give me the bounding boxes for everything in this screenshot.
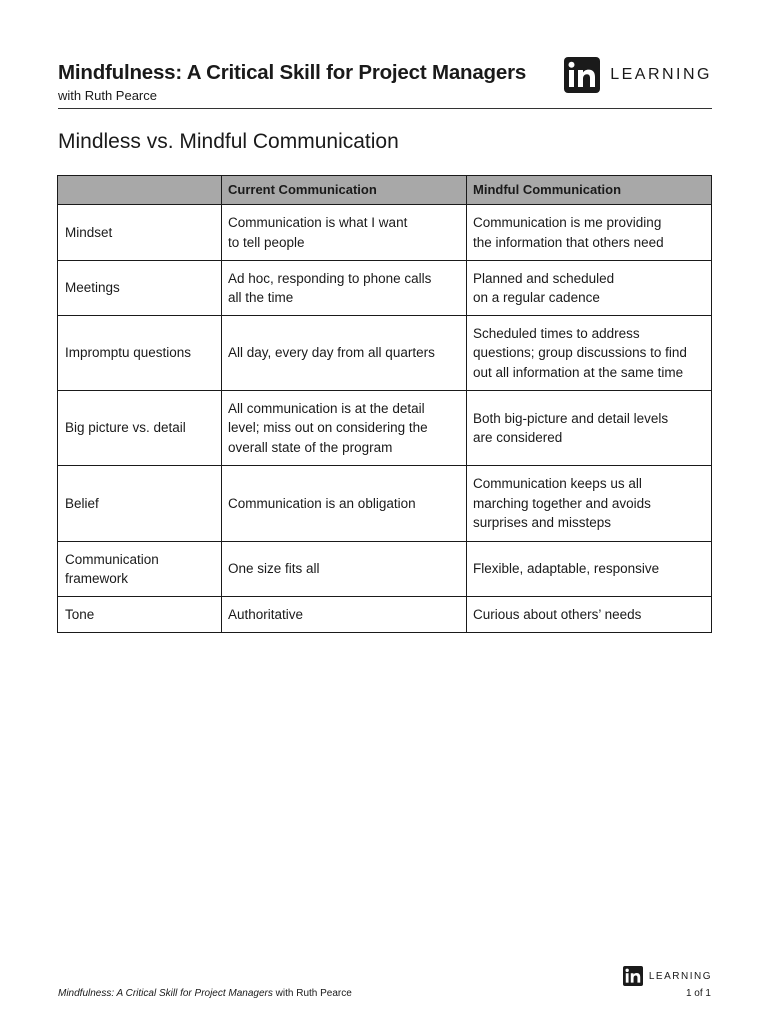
- current-cell: [222, 261, 467, 316]
- linkedin-learning-logo: [564, 57, 712, 93]
- cell-line: to tell people: [228, 234, 305, 250]
- cell-line: level; miss out on considering the: [228, 420, 428, 436]
- page-number: 1 of 1: [685, 988, 711, 999]
- mindful-cell: [467, 205, 712, 261]
- cell-line: All communication is at the detail: [228, 400, 425, 416]
- linkedin-in-icon: [623, 966, 643, 986]
- cell-line: Planned and scheduled: [473, 270, 615, 286]
- cell-line: Both big-picture and detail levels: [473, 410, 669, 426]
- table-row: [58, 542, 712, 597]
- table-row: [58, 316, 712, 391]
- current-cell: [222, 542, 467, 597]
- mindful-cell: [467, 316, 712, 391]
- row-label: Tone: [58, 597, 222, 633]
- cell-line: Communication is what I want: [228, 215, 408, 230]
- table-row: [58, 466, 712, 542]
- row-label-line: framework: [65, 571, 129, 586]
- cell-line: all the time: [228, 290, 294, 305]
- cell-line: Ad hoc, responding to phone calls: [228, 270, 432, 286]
- comparison-table: [57, 175, 712, 633]
- row-label: Meetings: [58, 261, 222, 316]
- mindful-cell: [467, 466, 712, 542]
- current-cell: [222, 205, 467, 261]
- cell-line: One size fits all: [228, 561, 320, 577]
- header-divider: [58, 108, 712, 109]
- cell-line: Communication keeps us all: [473, 476, 642, 492]
- current-cell: [222, 391, 467, 466]
- footer-brand-text: LEARNING: [648, 970, 712, 982]
- mindful-cell: [467, 542, 712, 597]
- cell-line: Communication is me providing: [473, 215, 662, 230]
- cell-line: overall state of the program: [228, 439, 393, 455]
- cell-line: All day, every day from all quarters: [228, 345, 435, 361]
- course-title: Mindfulness: A Critical Skill for Project Managers: [58, 61, 527, 84]
- cell-line: Authoritative: [228, 606, 304, 622]
- footer-author: with Ruth Pearce: [272, 988, 352, 999]
- row-label: Big picture vs. detail: [58, 391, 222, 466]
- footer-course-credit: [58, 988, 352, 999]
- cell-line: the information that others need: [473, 234, 664, 250]
- cell-line: Curious about others’ needs: [473, 606, 642, 622]
- cell-line: out all information at the same time: [473, 364, 684, 380]
- cell-line: surprises and missteps: [473, 515, 612, 531]
- row-label: Mindset: [58, 205, 222, 261]
- row-label-line: Communication: [65, 551, 159, 567]
- cell-line: marching together and avoids: [473, 495, 651, 511]
- table-row: [58, 261, 712, 316]
- brand-text: LEARNING: [610, 66, 712, 83]
- table-row: [58, 205, 712, 261]
- course-author: with Ruth Pearce: [58, 88, 157, 103]
- column-header-blank: [58, 176, 222, 205]
- linkedin-in-icon: [564, 57, 600, 93]
- table-header-row: [58, 176, 712, 205]
- row-label: Belief: [58, 466, 222, 542]
- column-header-current: Current Communication: [222, 176, 467, 205]
- footer-linkedin-learning-logo: [623, 966, 712, 986]
- current-cell: [222, 597, 467, 633]
- document-header: [58, 60, 712, 108]
- mindful-cell: [467, 597, 712, 633]
- cell-line: on a regular cadence: [473, 290, 600, 305]
- table-row: [58, 391, 712, 466]
- cell-line: questions; group discussions to find: [473, 345, 687, 361]
- cell-line: Flexible, adaptable, responsive: [473, 561, 660, 577]
- footer-course-title: Mindfulness: A Critical Skill for Project Managers: [58, 988, 273, 999]
- cell-line: Communication is an obligation: [228, 495, 416, 511]
- current-cell: [222, 316, 467, 391]
- section-title: Mindless vs. Mindful Communication: [58, 130, 399, 153]
- mindful-cell: [467, 391, 712, 466]
- cell-line: Scheduled times to address: [473, 325, 640, 341]
- column-header-mindful: Mindful Communication: [467, 176, 712, 205]
- row-label: [58, 542, 222, 597]
- cell-line: are considered: [473, 430, 563, 445]
- mindful-cell: [467, 261, 712, 316]
- row-label: Impromptu questions: [58, 316, 222, 391]
- current-cell: [222, 466, 467, 542]
- table-row: [58, 597, 712, 633]
